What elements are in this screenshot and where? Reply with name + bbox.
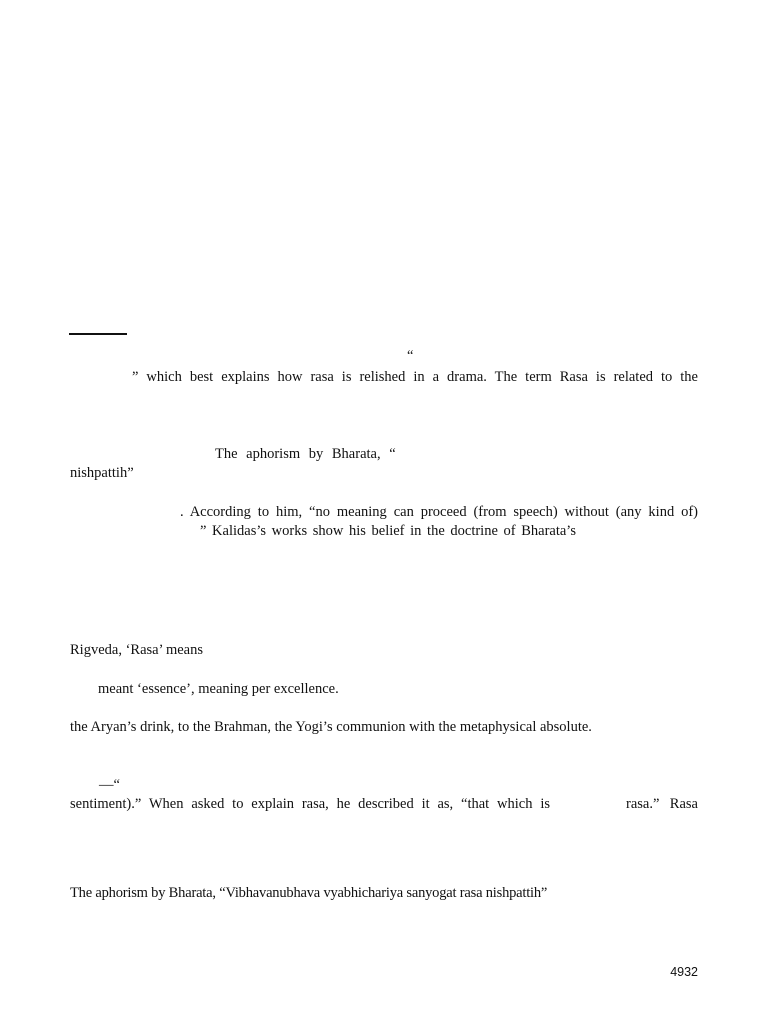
text-line-dash-quote: —“ (99, 777, 120, 793)
text-line-essence: meant ‘essence’, meaning per excellence. (98, 681, 339, 697)
text-line-rigveda: Rigveda, ‘Rasa’ means (70, 642, 204, 658)
text-line-according: . According to him, “no meaning can proceed (from speech) without (any kind of) (180, 504, 698, 520)
text-line-nishpattih: nishpattih” (70, 465, 134, 481)
text-line-sentiment-a: sentiment).” When asked to explain rasa, he described it as, “that which is (70, 796, 550, 812)
text-line-aryan: the Aryan’s drink, to the Brahman, the Yogi’s communion with the metaphysical absolute. (70, 719, 592, 735)
page-number: 4932 (670, 965, 698, 979)
text-line-rasa-relished: ” which best explains how rasa is relished in a drama. The term Rasa is related to the (132, 369, 698, 385)
section-heading-underline (69, 333, 127, 335)
opening-quote: “ (407, 348, 414, 364)
text-line-kalidas: ” Kalidas’s works show his belief in the doctrine of Bharata’s (200, 523, 576, 539)
text-line-sentiment-b: rasa.” Rasa (626, 796, 698, 812)
text-line-aphorism-full: The aphorism by Bharata, “Vibhavanubhava vyabhichariya sanyogat rasa nishpattih” (70, 885, 548, 901)
text-line-aphorism-intro: The aphorism by Bharata, “ (215, 446, 396, 462)
